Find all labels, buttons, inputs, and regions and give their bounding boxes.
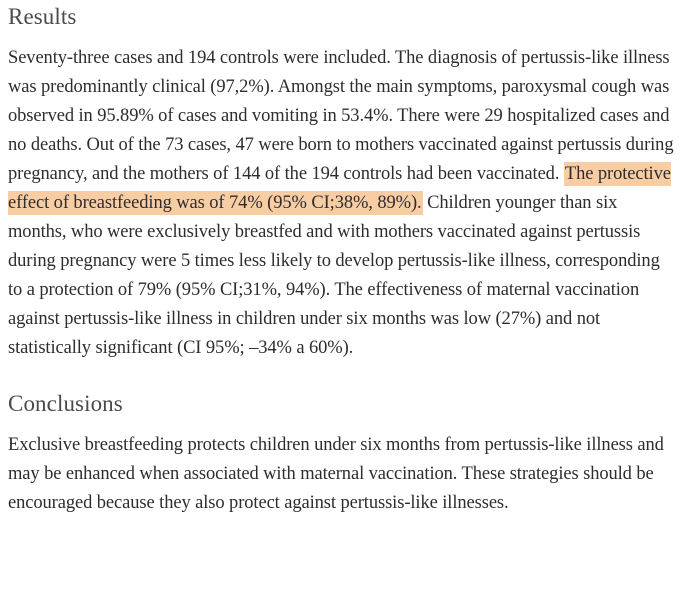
highlighted-finding: The protective effect of breastfeeding was of 74% (95% CI;38%, 89%). [8, 164, 671, 213]
conclusions-heading: Conclusions [8, 391, 123, 416]
conclusions-paragraph: Exclusive breastfeeding protects children under six months from pertussis-like illness and may be enhanced when associated with maternal vaccination. These strategies should be encouraged because they also protect against pertussis-like illnesses. [8, 435, 664, 513]
results-heading: Results [8, 4, 77, 29]
results-text-before-highlight: Seventy-three cases and 194 controls were included. The diagnosis of pertussis-like illness was predominantly clinical (97,2%). Amongst the main symptoms, paroxysmal cough was observed in 95.89% of cases and vomiting in 53.4%. There were 29 hospitalized cases and no deaths. Out of the 73 cases, 47 were born to mothers vaccinated against pertussis during pregnancy, and the mothers of 144 of the 194 controls had been vaccinated. [8, 48, 674, 184]
results-paragraph [8, 44, 674, 363]
results-text-after-highlight: Children younger than six months, who were exclusively breastfed and with mothers vaccinated against pertussis during pregnancy were 5 times less likely to develop pertussis-like illness, corresponding to a protection of 79% (95% CI;31%, 94%). The effectiveness of maternal vaccination against pertussis-like illness in children under six months was low (27%) and not statistically significant (CI 95%; –34% a 60%). [8, 193, 660, 358]
